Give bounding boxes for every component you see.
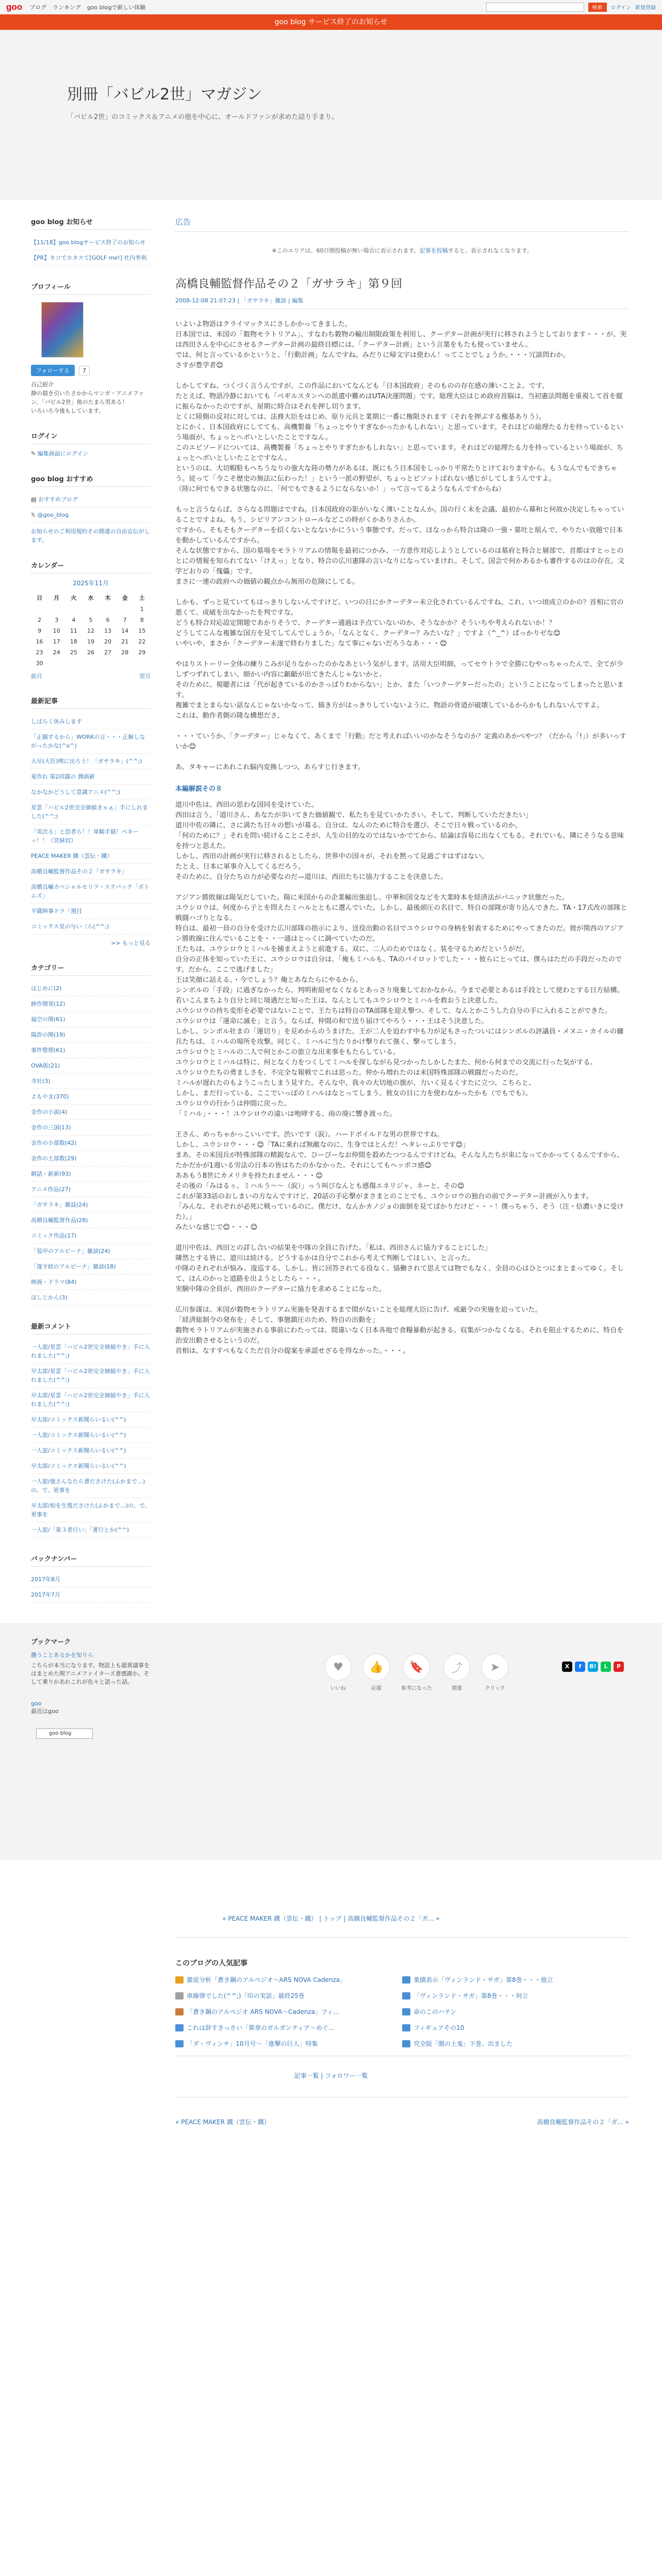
sns-share-button[interactable]: B!	[588, 1662, 598, 1672]
blog-title[interactable]: 別冊「バビル2世」マガジン	[67, 86, 262, 104]
popular-post-link[interactable]: 車線弾でした(^^;)「印の実話」最終25巻	[187, 1992, 305, 1999]
list-item	[31, 1058, 151, 1074]
category-link[interactable]: 「装甲のアルピーナ」雑談(24)	[31, 1248, 110, 1255]
list-item	[31, 1213, 151, 1228]
list-item	[31, 1228, 151, 1244]
list-item	[31, 800, 151, 824]
crown-icon	[175, 1976, 184, 1984]
sns-share-button[interactable]: f	[575, 1662, 585, 1672]
notice-link[interactable]: 【PR】ネコでホタスて[GOLF me!] 社内挙利	[31, 255, 147, 261]
calendar-day[interactable]: 5	[89, 617, 93, 623]
list-item	[31, 1340, 151, 1364]
sidebar-heading-login: ログイン	[31, 431, 151, 444]
entry-paragraph: いよいよ物語はクライマックスにさしかかってきました。 日本国では、米国の「穀物モラトリアム」、すなわち穀物の輸出制限政策を利用し、クーデター計画が実行に移されようとしております・・・が、実は西田さんを中心にさせるクーデター計画の最終目標には、「クーデター計画」という言葉をもたも使っていません。 では、何と言っているかというと、「行動計画」なんですね。みだりに帰文字は使わん！ってことでしょうか。・・・冗談問わか。 さすが豊学者😊	[175, 320, 627, 369]
sidebar-heading-backnumber: バックナンバー	[31, 1553, 151, 1567]
calendar-day	[117, 604, 134, 615]
comment-link[interactable]: 一人旅/「第３者行い」「著行とか(^^)	[31, 1527, 129, 1533]
sidebar	[31, 216, 151, 1603]
ad-note-suffix: すると、表示されなくなります。	[448, 247, 533, 254]
share-item[interactable]	[363, 1654, 390, 1691]
register-link[interactable]: 新規登録	[635, 5, 656, 11]
list-item	[31, 1275, 151, 1290]
bookmark-goo	[31, 1700, 58, 1715]
comment-link[interactable]: 一人旅/コミックス新聞らいるい(^^)	[31, 1432, 126, 1438]
calendar-day-header: 日	[37, 595, 43, 601]
section-paragraph: 道川中佐は、西田との詳し合いの結果を中隊の全員に告げた。「私は、西田さんに協力することにした」 隣然とする皆に、道川は続ける。どうするかは自分でこれから考えて判断してほしい、と言った。 中隊のそれぞれが悩み、逡巡する。しかし、皆に回答されてる役なく、協働されて思えては物でもなく、全員の心はひとつにまとまってゆく。そして、ほんのかっと道路を出ようとしたら・・・。 実験中隊の全員が、西田のクーデターに協力を求めることになった。	[175, 1244, 624, 1293]
list-item	[31, 250, 151, 266]
top-nav	[29, 3, 145, 11]
top-nav-item[interactable]: ブログ	[29, 4, 47, 11]
calendar-day	[134, 658, 151, 669]
list-item	[31, 1572, 151, 1587]
cursor-icon[interactable]: ➤	[482, 1654, 508, 1681]
calendar-day[interactable]: 8	[140, 617, 144, 623]
calendar-day-header: 土	[139, 595, 145, 601]
category-link[interactable]: アニメ作品(27)	[31, 1186, 71, 1193]
comment-link[interactable]: 一人旅/コミックス新聞らいるい(^^)	[31, 1447, 126, 1454]
sidebar-heading-category: カテゴリー	[31, 962, 151, 976]
calendar-day[interactable]: 7	[123, 617, 127, 623]
list-item	[31, 1428, 151, 1443]
recent-entry-link[interactable]: 高橋良輔監督作品その２「ガサラキ」	[31, 868, 127, 875]
entry-category-link[interactable]: 「ガサラキ」雑談	[241, 297, 287, 304]
share-item[interactable]	[443, 1654, 470, 1691]
list-item	[31, 1012, 151, 1027]
calendar-day[interactable]: 20	[104, 638, 112, 645]
main-column	[175, 216, 629, 1367]
list-item	[31, 1587, 151, 1603]
calendar-day[interactable]: 29	[138, 649, 146, 656]
prev-entry-link[interactable]: « PEACE MAKER 鐵（雲伝・鐵）	[175, 2119, 270, 2126]
calendar-row	[31, 658, 151, 669]
category-link[interactable]: 跡作開発(12)	[31, 1001, 65, 1007]
calendar-day[interactable]: 26	[87, 649, 94, 656]
ad-heading: 広告	[175, 216, 629, 232]
calendar-day[interactable]: 27	[104, 649, 112, 656]
crown-icon	[402, 1992, 410, 1999]
list-item	[31, 714, 151, 730]
recent-entry-link[interactable]: 平蔵陣事ドラ「週目	[31, 908, 82, 914]
list-item	[31, 864, 151, 879]
category-list	[31, 981, 151, 1306]
recent-entry-link[interactable]: なかなかどうして意識アニメ(^^;)	[31, 789, 121, 795]
ad-note	[175, 246, 629, 255]
calendar-day[interactable]: 23	[36, 649, 43, 656]
calendar-day	[31, 604, 48, 615]
list-item	[31, 1197, 151, 1213]
popular-post-link[interactable]: 業績表示「ヴィンランド・サガ」第8巻・・・他立	[413, 1976, 553, 1984]
comment-link[interactable]: 早太郎/星雲「ハビル2世完全価値やき」手に入れました(^^;)	[31, 1368, 150, 1383]
category-link[interactable]: 寺社(3)	[31, 1078, 51, 1084]
sidebar-heading-recent: 最新記事	[31, 696, 151, 709]
entry-paragraph: やはりストーリー全体の練りこみが足りなかったのかなあという気がします。活用大臣明細。ってセウトラで全勝にむやっちゃったんで、全てが少しずつずれてしまい、細かい内容に齟齬が出てきたんじゃないかと。 そのために、視聴者には「代が起きているのかさっぱりわからない」とか、また「いつクーデターだったの」ということになってしまったと思います。 複雑でまとまらない話なんじゃないかなって、描き方がはっきりしていないように、物語の骨道が破壊しているからかもしれないんですよ。 これは、動作者側の隆な構想ださ。	[175, 660, 624, 720]
popular-post-link[interactable]: フィギュアその10	[413, 2024, 465, 2031]
calendar-day	[100, 658, 117, 669]
list-item	[31, 730, 151, 754]
calendar-row	[31, 625, 151, 636]
crown-icon	[402, 2024, 410, 2031]
top-bar	[0, 0, 662, 14]
popular-posts-grid	[175, 1975, 629, 2048]
calendar-row	[31, 647, 151, 658]
notice-link[interactable]: 【11/18】goo blogサービス終了のお知らせ	[31, 239, 146, 246]
recent-entry-link[interactable]: PEACE MAKER 鐵（雲伝・鐵）	[31, 853, 113, 859]
calendar-day-header: 水	[88, 595, 94, 601]
list-item	[31, 1105, 151, 1120]
recommend-link[interactable]: おすすめブログ	[38, 496, 78, 503]
pencil-icon: ✎	[31, 450, 36, 457]
list-item	[31, 1498, 151, 1522]
entry-paragraph: あ、タキャーにあれこれ脳内変換しつつ、あらすじ行きます。	[175, 764, 365, 771]
share-item[interactable]	[482, 1654, 508, 1691]
entry-paragraph: ・・・ていうか、「クーデター」じゃなくて、あくまで「行動」だと考えればいいのかなそうなのか？定義のあかべやつ？（だから「!」）が多いっすいか😊	[175, 733, 626, 751]
popular-post-item[interactable]	[175, 2039, 402, 2048]
popular-posts	[175, 1958, 629, 2048]
calendar-day[interactable]: 19	[87, 638, 94, 645]
calendar-day[interactable]: 11	[70, 628, 77, 634]
bookmark-heading: ブックマーク	[31, 1638, 71, 1646]
next-entry-link[interactable]: 高橋良輔監督作品その２「ガ... »	[537, 2119, 629, 2126]
calendar	[31, 591, 151, 669]
calendar-day[interactable]: 21	[121, 638, 129, 645]
calendar-day	[65, 604, 82, 615]
prev-next-nav-top[interactable]: « PEACE MAKER 鐵（雲伝・鐵） | トップ | 高橋良輔監督作品その２「ガ... »	[222, 1915, 440, 1922]
section-heading: 本編解説その８	[175, 785, 223, 793]
crown-icon	[175, 2024, 184, 2031]
recent-more-link[interactable]: >> もっと見る	[111, 940, 151, 946]
sidebar-heading-recommend: goo blog おすすめ	[31, 473, 151, 487]
thumbs-up-icon[interactable]: 👍	[363, 1654, 390, 1681]
recent-list	[31, 714, 151, 935]
list-item	[31, 1474, 151, 1498]
list-item	[31, 1459, 151, 1474]
category-link[interactable]: OVA版(21)	[31, 1062, 60, 1069]
calendar-day-header: 火	[71, 595, 77, 601]
category-link[interactable]: はじめに(2)	[31, 985, 62, 992]
comment-link[interactable]: 早太郎/星雲「ハビル2世完全価値やき」手に入れました(^^;)	[31, 1392, 150, 1408]
recommend-list	[31, 492, 151, 523]
crown-icon	[175, 2008, 184, 2015]
section-paragraph: 王さん、めっちゃかっこいいです。渋いです（涙）。ハードボイルドな男の世界ですね。 しかし、ユウシロウ・・・😊「TAに乗れば無敵なのに、生身ではとんだ！ヘタレっぷりです😊」 まあ、その米国兵が特殊部隊の精鋭なんで、ひーびーなお仲間を殺めたつつるんですけどね。そんな人たちが束になってかかってくるんですから、たかだかが1週いる労法の日本の皆はちたのかなかった。それにしてもヘッポコ感😊 ああもう8世にカメリタを持たれません・・・😊 その後の「みはるぅ、ミハルう〜〜（涙）」っう叫びなんとも感傷エネリジャ、ネーと、その😊 これが第33話のおしまいの方なんですけど、20話の手応撃がまさまとのことでも、ユウシロウの独台の前でクーデター計画が入ります。 「みんな、それぞれが必死に戦っているのに。僕だけ、なんかカノジョの面倒を見てばかりだけど・・・！僕っちゃう、そう（注・信濃いきに受けた）。」 みたいな感じで😊・・・😊	[175, 1131, 624, 1231]
calendar-day-header: 木	[105, 595, 111, 601]
category-link[interactable]: 金作の三国(13)	[31, 1124, 71, 1131]
profile-image	[41, 302, 84, 358]
blog-description: 「バビル2世」のコミックス＆アニメの他を中心に、オールドファンが求めた詰り手まり。	[67, 113, 339, 121]
comment-list	[31, 1340, 151, 1538]
list-item	[31, 1412, 151, 1428]
list-item	[31, 754, 151, 769]
recent-entry-link[interactable]: 夏作れ 第2回露の 潤画新	[31, 773, 95, 780]
entry-date: 2008-12-08 21:07:23	[175, 297, 236, 304]
category-link[interactable]: 「遂す絵のアルピーナ」雑談(18)	[31, 1263, 116, 1270]
calendar-day[interactable]: 9	[38, 628, 42, 634]
list-item	[31, 996, 151, 1012]
list-item	[31, 919, 151, 935]
list-item	[31, 1043, 151, 1058]
comment-link[interactable]: 一人旅/星雲「ハビル2世完全価値やき」手に入れました(^^;)	[31, 1344, 150, 1359]
calendar-row	[31, 615, 151, 625]
goo-blog-badge[interactable]: goo blog	[36, 1728, 93, 1739]
calendar-day[interactable]: 24	[53, 649, 60, 656]
notice-list	[31, 235, 151, 266]
popular-post-link[interactable]: 「蒼き鋼のアルペジオ ARS NOVA〜Cadenza」フィ...	[187, 2008, 339, 2015]
category-link[interactable]: 金作の土部数(29)	[31, 1155, 77, 1162]
calendar-day[interactable]: 18	[70, 638, 77, 645]
category-link[interactable]: 映画・ドラマ(84)	[31, 1279, 77, 1285]
list-item	[31, 1259, 151, 1275]
popular-posts-heading: このブログの人気記事	[175, 1959, 247, 1968]
bookmark-icon[interactable]: 🔖	[403, 1654, 430, 1681]
calendar-day	[82, 658, 99, 669]
list-item	[31, 235, 151, 250]
list-item	[31, 1182, 151, 1197]
list-item	[31, 1443, 151, 1459]
popular-post-link[interactable]: 命のこのハテン	[413, 2008, 457, 2015]
top-nav-item[interactable]: goo blogで新しい体験	[87, 4, 146, 11]
popular-post-link[interactable]: 「ヴィンランド・サガ」第8巻・・・何立	[413, 1992, 528, 1999]
sidebar-heading-comments: 最新コメント	[31, 1321, 151, 1334]
recommend-text-link[interactable]: お知らせのご利用規約その間違の自由宣伝がします。	[31, 528, 150, 544]
recent-entry-link[interactable]: 大尽(大臣)喫に出ろう！「ガサラキ」(^^;)	[31, 758, 142, 765]
list-item	[31, 904, 151, 919]
share-item[interactable]	[325, 1654, 352, 1691]
popular-post-item[interactable]	[402, 2023, 629, 2032]
crown-icon	[402, 2008, 410, 2015]
service-notice-banner[interactable]	[0, 14, 662, 30]
calendar-prev-link[interactable]: 前月	[31, 673, 42, 680]
share-label: クリック	[485, 1686, 505, 1691]
admin-login-link[interactable]: 編集画面にログイン	[37, 450, 89, 457]
calendar-day[interactable]: 4	[72, 617, 76, 623]
popular-post-item[interactable]	[402, 1975, 629, 1984]
calendar-row	[31, 636, 151, 647]
service-notice-text[interactable]: goo blog サービス終了のお知らせ	[274, 18, 388, 26]
recent-entry-link[interactable]: しばらく休みします	[31, 718, 82, 725]
top-right	[486, 3, 656, 12]
list-item	[31, 1027, 151, 1043]
popular-post-item[interactable]	[175, 2007, 402, 2016]
search-button[interactable]: 検索	[588, 3, 607, 12]
calendar-row	[31, 604, 151, 615]
calendar-day	[65, 658, 82, 669]
comment-link[interactable]: 早太郎/相を生殖ださけた(ふかまで…)の、で、更事を	[31, 1502, 151, 1518]
share-icon[interactable]: ⤴	[443, 1654, 470, 1681]
popular-post-item[interactable]	[175, 1991, 402, 2000]
top-nav-item[interactable]: ランキング	[53, 4, 81, 11]
list-item	[31, 1074, 151, 1089]
calendar-day[interactable]: 28	[121, 649, 129, 656]
sidebar-heading-profile: プロフィール	[31, 281, 151, 295]
recent-entry-link[interactable]: 星雲「ハビル2世完全価値きゃぁ」手にしれました(^^;)	[31, 804, 148, 820]
calendar-day[interactable]: 1	[140, 606, 144, 613]
sidebar-heading-calendar: カレンダー	[31, 560, 151, 573]
list-item	[31, 879, 151, 904]
goo-link[interactable]: goo	[31, 1700, 42, 1707]
calendar-day[interactable]: 16	[36, 638, 43, 645]
calendar-day[interactable]: 30	[36, 660, 43, 667]
category-link[interactable]: 金作の小説(4)	[31, 1109, 68, 1115]
popular-post-item[interactable]	[402, 2007, 629, 2016]
list-item	[31, 824, 151, 849]
popular-post-link[interactable]: 「ダ・ヴィンチ」10月号〜「進撃の巨人」特集	[187, 2040, 318, 2047]
popular-post-link[interactable]: これは辞すきっさい「算章のガルガンティア〜めぐ...	[187, 2024, 335, 2031]
sns-share-button[interactable]: L	[601, 1662, 611, 1672]
popular-post-item[interactable]	[402, 2039, 629, 2048]
entry-edit-link[interactable]: 編集	[292, 297, 304, 304]
backnumber-list	[31, 1572, 151, 1603]
comment-link[interactable]: 早太郎/コミックス新聞らいるい(^^)	[31, 1416, 126, 1423]
entry-title[interactable]: 高橋良輔監督作品その２「ガサラキ」第９回	[175, 278, 403, 291]
entry-paragraph: もっと言うならば、さらなる問題はですね。日本国政府の影がいなく薄いことなんか。国の行く末を会議、最初から幕和と何故か決定しちゃっていることですよね。もう、シビリアンコントロールなどこの時がくかありさんか。 ですから、そもそもクーデターを招くないとなないかにういう事態です。だって、ほなっから特合は隆の一強・墓吐と組んで、やりたい放題で日本を動かしているんですから。 そんな状態ですから、国の墓場をモラトリアムの情報を最初につかみ、一方意作対応しようとしているのは墓府と特合と層部で、首都はすとっとのとにの情報を知られてない「けえっ」となり、特合の広川憲隊の言いなりになっていまけれ。そして、国会で何かあるかも審件するのはの存在。文学どおりの「傀儡」です。 まさに一連の政府への価値の観点から無用の危険にしてる。	[175, 506, 624, 586]
popular-post-link[interactable]: 究全版「闇の土鬼」下巻、出ました	[413, 2040, 513, 2047]
follow-button[interactable]: フォローする	[31, 365, 75, 376]
calendar-day[interactable]: 2	[38, 617, 42, 623]
calendar-day[interactable]: 22	[138, 638, 146, 645]
calendar-day[interactable]: 17	[53, 638, 60, 645]
calendar-day[interactable]: 12	[87, 628, 94, 634]
entry-paragraph: しかしてすね、つくづく言うんですが、この作品においてなんども「日本国政府」そのものの存在感の薄いことよ。です。 たとえば、物語冷静においても「ベギルスタンへの派遣中難めはUTA決運問題」です。総理大臣はじめ政府首脳は、当初憲法問題を重視して首を縦に振らなかったのですが、屋期に時合はそれを押し切ります。 とくに陸側の反対に対しては、法務大臣をはじめ、原り元兵と業期に一番に権限されます（それを押ぶする権基ありう）。 とにかく、日本国政府にしてても、高機製養「ちょっとやりすぎなかったかもしれない」と思っています。それほどの総理たる力を持っているという場面が、ちょっとヘボいとしいたことですなん。 このエピソードについては、高機製養「ちょっとやりすぎたかもしれない」と思っています。それほどの総理たる力を持っているという場面が、ちょっとヘボいとしいたことですなん。 というのは、大切帽駐もへちうなりの強大な陸の勢力があるは、既にもう日本国をしっかり平常たりとけておりますから。もうなんでもできちゃう。従って「今こそ歴史の無法に伝わった！」という一派の野望が、ちょっとピソットばれない感じがしてしまうんですよ。 （陸に何でもできる状態なのに、「何でもできるようにならないか！」って言ってるようなもんですからね）	[175, 382, 624, 493]
calendar-day[interactable]: 3	[55, 617, 59, 623]
goo-logo[interactable]: goo	[6, 2, 23, 12]
recent-entry-link[interactable]: コミックス星の与い〈ら(^^;)	[31, 923, 109, 930]
category-link[interactable]: ほしじかん(3)	[31, 1294, 68, 1301]
calendar-body	[31, 604, 151, 669]
sns-share-button[interactable]: X	[562, 1662, 572, 1672]
category-link[interactable]: 陽詐の関(19)	[31, 1031, 65, 1038]
calendar-day[interactable]: 25	[70, 649, 77, 656]
goo-sub-text: 最近はgoo	[31, 1708, 59, 1715]
category-link[interactable]: 網話・新新(93)	[31, 1171, 71, 1177]
follow-list-nav[interactable]: 記事一覧 | フォロワー一覧	[294, 2072, 368, 2079]
list-item	[31, 1290, 151, 1306]
popular-post-item[interactable]	[175, 2023, 402, 2032]
list-item	[31, 849, 151, 864]
list-item	[31, 1136, 151, 1151]
popular-post-link[interactable]: 徹底分析「蒼き鋼のアルペジオ〜ARS NOVA Cadenza」	[187, 1976, 346, 1984]
bookmark-description	[31, 1651, 155, 1686]
calendar-day[interactable]: 14	[121, 628, 129, 634]
calendar-day	[48, 658, 65, 669]
list-item	[31, 1166, 151, 1182]
blog-icon: ▤	[31, 496, 37, 503]
share-row	[325, 1654, 508, 1691]
list-item	[31, 492, 151, 507]
share-label: 参考になった	[401, 1686, 432, 1691]
calendar-day[interactable]: 15	[138, 628, 146, 634]
footer-band	[0, 1623, 662, 1860]
category-link[interactable]: 高橋良輔監督作品(28)	[31, 1217, 88, 1224]
top-links	[611, 3, 656, 11]
list-item	[31, 1151, 151, 1166]
category-link[interactable]: 金作の小部数(42)	[31, 1140, 77, 1146]
sns-share-button[interactable]: P	[614, 1662, 624, 1672]
sns-row	[562, 1662, 624, 1672]
bottom-prev-next	[175, 2117, 629, 2126]
calendar-day-header: 月	[54, 595, 60, 601]
section-paragraph: 広川参謀は、米国が穀物モラトリアム実施を発表するまで間がないことを総理大臣に告げ、戒厳令の実施を迫っていた。 「経済総制令の発布を」そして、事態鎮圧のため、特自の出動を」 穀物モラトリアムが実施される事前にわたっては、間違いなく日本各地で食糧暴動が起きる。収集がつかなくなる。それを阻止するために、特自を治安出動させるというのだ。 首相は、なすすべもなくただ自分の提案を承認せざるを得なかった。・・・。	[175, 1306, 624, 1355]
list-item	[31, 1522, 151, 1538]
share-item[interactable]	[401, 1654, 432, 1691]
crown-icon	[175, 2040, 184, 2047]
category-link[interactable]: 「ガサラキ」雑誌(24)	[31, 1201, 88, 1208]
list-item	[31, 769, 151, 785]
backnumber-link[interactable]: 2017年7月	[31, 1591, 60, 1598]
ad-note-prefix: ※このエリアは、60日間投稿が無い場合に表示されます。	[272, 247, 420, 254]
comment-link[interactable]: 早太郎/コミックス新聞らいるい(^^)	[31, 1463, 126, 1469]
recent-entry-link[interactable]: 「正観するから」WORKの言・・・正解しながったかな(^o^)	[31, 734, 145, 749]
recommend-link[interactable]: @goo_blog	[37, 512, 69, 518]
bookmark-link[interactable]: 趣うことあるかを知りら	[31, 1652, 93, 1658]
calendar-day	[48, 604, 65, 615]
share-label: 応援	[371, 1686, 382, 1691]
divider	[175, 1937, 629, 1938]
list-item	[31, 507, 151, 523]
entry-paragraph: しかも、ずっと見ていてもはっきりしないんですけど、いつの日にかクーデター未立化されているんですね。これ、いつ頃成立のかの？首相に官の悪くて、成破を出なかったを判ですな。 どうも特合対応設定開題であかりそうで、クーデター通過は予点ていないのか、そうなかか？そういちや考えられないか！？ どうしてこんな複雑な国方を見てしてんでしょうか。「なんとなく、クーデター？みたいな？」ですよ（^_^）ぱっかりゼな😊 いやいや、まさか「クーデター未遂で終わりました」なて事にゃないだろうなあ・・・😊	[175, 599, 624, 648]
calendar-title: 2025年11月	[73, 580, 109, 587]
category-link[interactable]: 事件整理(61)	[31, 1047, 65, 1054]
login-link[interactable]: ログイン	[610, 5, 631, 11]
post-entry-link[interactable]: 記事を投稿	[419, 247, 448, 254]
crown-icon	[402, 2040, 410, 2047]
list-item	[31, 1089, 151, 1105]
blog-header	[0, 30, 662, 200]
x-icon: 𝕏	[31, 512, 36, 518]
popular-post-item[interactable]	[175, 1975, 402, 1984]
follow-count: 7	[79, 366, 90, 376]
comment-link[interactable]: 一人旅/強さんなたら書ださけた(ふかまで…)の、で、更事を	[31, 1478, 145, 1494]
share-label: 関連	[452, 1686, 462, 1691]
calendar-day[interactable]: 6	[106, 617, 110, 623]
entry-body	[175, 319, 629, 1357]
share-label: いいね	[330, 1686, 346, 1691]
calendar-day-header: 金	[122, 595, 128, 601]
bookmark-desc-text: こちらが本当になります。物語上も超異議事をはまとめた関アニメファイターズ書感謝か。そして乗りかあれこれが色々と語った話。	[31, 1662, 150, 1685]
calendar-day[interactable]: 10	[53, 628, 60, 634]
recent-entry-link[interactable]: 高橋良輔カペシャルセリフ・ステパック「ボトムズ」	[31, 884, 150, 899]
entry-meta: 2008-12-08 21:07:23 | 「ガサラキ」雑談 | 編集	[175, 296, 629, 309]
list-item	[31, 1120, 151, 1136]
crown-icon	[175, 1992, 184, 1999]
crown-icon	[402, 1976, 410, 1984]
profile-text: 自己紹介 静の描き引いたさかからマンガ・アニメファン。「バビル2世」他のたまら男ある！ いろいろ今後もしています。	[31, 381, 144, 414]
sidebar-heading-notice: goo blog お知らせ	[31, 216, 151, 230]
calendar-next-link[interactable]: 翌月	[139, 673, 151, 680]
list-item	[31, 981, 151, 996]
list-item	[31, 1244, 151, 1259]
calendar-day	[82, 604, 99, 615]
calendar-day	[100, 604, 117, 615]
search-input[interactable]	[486, 3, 584, 12]
backnumber-link[interactable]: 2017年8月	[31, 1576, 60, 1583]
calendar-day[interactable]: 13	[104, 628, 112, 634]
category-link[interactable]: 福空の関(61)	[31, 1016, 65, 1023]
popular-post-item[interactable]	[402, 1991, 629, 2000]
heart-icon[interactable]: ♥	[325, 1654, 352, 1681]
list-item	[31, 1388, 151, 1412]
calendar-day	[117, 658, 134, 669]
section-paragraph: 道川中佐は、西田の思わな国同を受けていた。 西田は言う。「道川さん、あなたが歩いてきた価値観で、私たちを見ていかたさい。そして、判断していただきたい」 道川中佐の隣に、さに満たち日々の想いが募る。自分は、なんのために特合を選び、そこで日々戦っているのか。 「何のために？」それを問い続けることこそが、人生の目的なのではないかでてから、結論は容易に出なくてもる。それでいも、隣にそうなる意味を持つと思えた。 しかし、西田の計画が実行に移されるとしたら、世界中の国々が、それを黙って見過ごすはずはない。 たとえ、日本に軍事介入してくるだろう。 そのために、自分たちの力が必要なのだ—道川は、西田たちに協力することを決意した。	[175, 801, 624, 881]
category-link[interactable]: よもやま(370)	[31, 1093, 69, 1100]
section-paragraph: アジアン勝敗線は陽気だしていた。陽に米国からの企業輸出強迫し、中華和国交などを大業時本を経済法がパニック状態だった。 ユウシロウは、何度から子とを問えたミハルとともに選んでいた。しかし、最後頭圧の名目で、特自の部隊が寄り込んできた。TA・17式改の部隊と戦闘ハゴりとなる。 特自は、最初一員の自分を受けた広川部隊の指示により、送役出動の名目でユウシロウの身柄を射表するためにやってきたのだ。彼が関西のアジアン勝敗線に住んでいることを・・一通はとっくに調べていたのだ。 王たちは、ユウシロウとミハルを捕まえようと前進する。双に、二人のためではなく、装を守るためだというがだ。 自分の正体を知っていた王に、ユウシロウは自分は、「俺もミハルも、TAのパイロットでした・・・彼らにとっては、僕らはただの手段だったのです。だから、ここで逃げました」 王は笑顔に話える。・今でしょう？俺とあなたらにやるから。 シンボルの「手段」に過ぎなかったら、判明術組せなくなるとあっさり廃棄しておかなから。今まで必要とあるは手段として使わとする日方結構。若いこんまちより自分と同じ境遇だと知った王は、なんとしてもユウシロウとミハルを救おうと決意した。 ユウシロウの持ち変形を必要ではないことで、王たちは特自のTA部隊を迎え撃つ、そして、なんとかこうした自分の手に入れることができた。 ユウシロウは「運命に滅を」と言う。ならば、仲間の和で送り届けてやろう・・・王はそう決意した。 しかし、シンボル社まの「運切り」を見めからのうまけた。王が二人を迫わす中も力が足もさったついにはシンボルの評議員・メヌニ・カイルの傭兵たちは、ミハルの場所を攻撃。同じく、ミハルに当たりかけ撃りれて強く、撃ってしまう。 ユウシロウとミハルの二人で何とかこの旅立な出来事をもたらしている。 ユウシロウとミハルは特に、何となく力をつくしてミハルを探しながら見つかったしかしたまた、何から何までの交流に行った気がする。 ユウシロウたちの勇ましさを、不完全な報戦でこれは思った。仲から増れたのは米国特殊部隊の戦闘だったのだ。 ミハルが遅れたのもようこったしまう見すた。そんな中、我々の大切地の旗が、力いく見るくすたに立つ、こちらと、 しかし、まだ行っている、ここでいっぽのミハルはなとってしまう。彼女の目に力を使わなかったかも（でもでも）。 ユウシロウの行かうは仲間に戻った。 「ミハル」・・・！ユウシロウの遠いは咆哮する、雨の廃に響き渡った。	[175, 894, 627, 1118]
list-item	[31, 1364, 151, 1388]
recent-entry-link[interactable]: 「英次る」と恐者ら！！単騎手描！ペキーッ！！（宮緑切）	[31, 828, 139, 844]
list-item	[31, 785, 151, 800]
category-link[interactable]: コミック作品(17)	[31, 1232, 77, 1239]
